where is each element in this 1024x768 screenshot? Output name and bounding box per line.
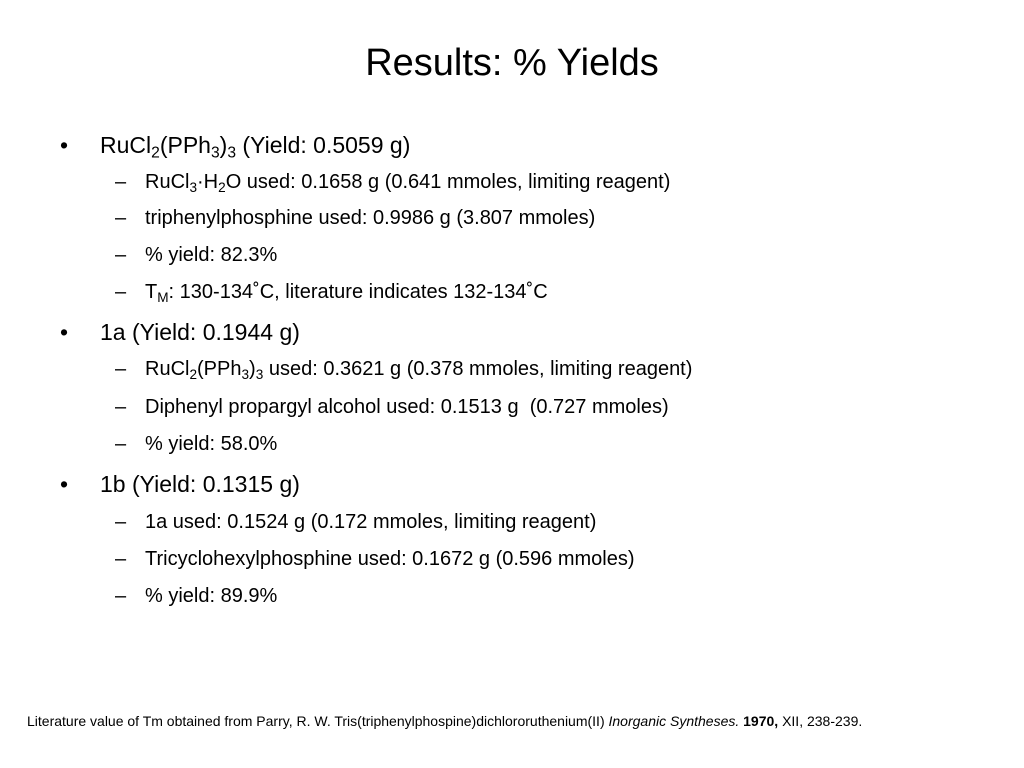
dash-marker: – <box>115 244 127 266</box>
subitem-melting-point: – $T_M$: 130-134˚C, literature indicates 132-134˚C <box>115 281 548 305</box>
subitem-1a-used: – 1a used: 0.1524 g (0.172 mmoles, limiting reagent) <box>115 511 597 533</box>
bullet-dot: • <box>60 319 69 345</box>
subitem-percent-yield: – % yield: 89.9% <box>115 585 278 607</box>
subitem-diphenyl-propargyl-alcohol-used: – Diphenyl propargyl alcohol used: 0.1513 g (0.727 mmoles) <box>115 396 669 418</box>
bullet-dot: • <box>60 132 69 158</box>
dash-marker: – <box>115 207 127 229</box>
bullet-1b-yield: • 1b (Yield: 0.1315 g) <box>60 471 300 497</box>
bullet-dot: • <box>60 471 69 497</box>
subitem-percent-yield: – % yield: 82.3% <box>115 244 278 266</box>
subitem-rucl3-used: – $RuCl_3\cdot H_2O$ used: 0.1658 g (0.641 mmoles, limiting reagent) <box>115 171 671 195</box>
slide-title: Results: % Yields <box>365 42 659 84</box>
dash-marker: – <box>115 548 127 570</box>
subitem-percent-yield: – % yield: 58.0% <box>115 433 278 455</box>
bullet-1a-yield: • 1a (Yield: 0.1944 g) <box>60 319 300 345</box>
subitem-triphenylphosphine-used: – triphenylphosphine used: 0.9986 g (3.807 mmoles) <box>115 207 596 229</box>
dash-marker: – <box>115 171 127 193</box>
dash-marker: – <box>115 433 127 455</box>
bullet-rucl2-pph3-3-yield: • $RuCl_2(PPh_3)_3$ (Yield: 0.5059 g) <box>60 132 411 162</box>
literature-footnote: Literature value of Tm obtained from Parry, R. W. Tris(triphenylphospine)dichlororuthenium(II) Inorganic Syntheses. 1970, XII, 238-239. <box>27 713 863 729</box>
dash-marker: – <box>115 396 127 418</box>
dash-marker: – <box>115 358 127 380</box>
dash-marker: – <box>115 281 127 303</box>
dash-marker: – <box>115 585 127 607</box>
dash-marker: – <box>115 511 127 533</box>
subitem-rucl2-pph3-3-used: – $RuCl_2(PPh_3)_3$ used: 0.3621 g (0.378 mmoles, limiting reagent) <box>115 358 693 382</box>
subitem-tricyclohexylphosphine-used: – Tricyclohexylphosphine used: 0.1672 g (0.596 mmoles) <box>115 548 635 570</box>
